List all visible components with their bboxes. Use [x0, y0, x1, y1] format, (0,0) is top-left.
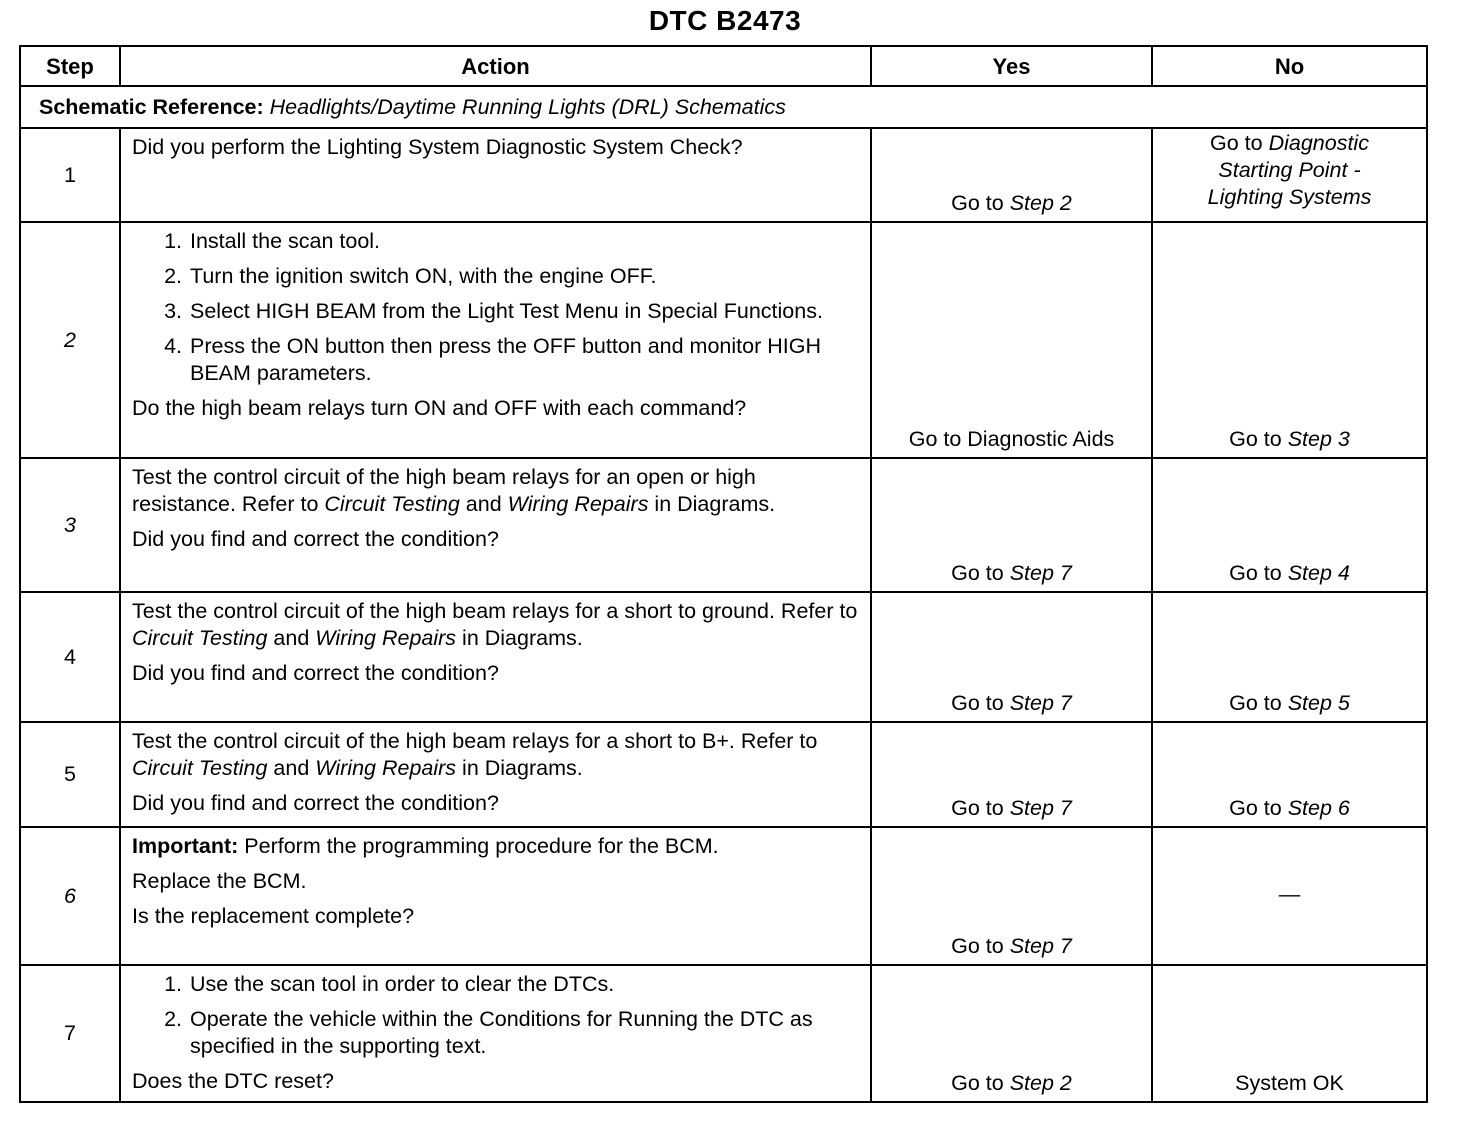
instruction-text: Replace the BCM.: [132, 869, 307, 893]
no-cell: [1152, 222, 1427, 458]
list-item: 2. Turn the ignition switch ON, with the engine OFF.: [188, 263, 860, 290]
yes-step-ref: Step 2: [1009, 1071, 1072, 1095]
table-row-step-5: [20, 722, 1427, 827]
action-cell: [120, 965, 871, 1102]
question-text: Do the high beam relays turn ON and OFF with each command?: [132, 396, 747, 420]
question-text: Is the replacement complete?: [132, 904, 415, 928]
instruction-part: and: [267, 756, 316, 780]
step-number: 4: [20, 592, 120, 722]
reference-wiring-repairs: Wiring Repairs: [507, 492, 649, 516]
table-row-step-4: [20, 592, 1427, 722]
reference-wiring-repairs: Wiring Repairs: [315, 626, 457, 650]
no-cell: [1152, 128, 1427, 222]
yes-cell: [871, 965, 1152, 1102]
important-label: Important:: [132, 834, 239, 858]
step-number: 7: [20, 965, 120, 1102]
instruction-text: [132, 728, 860, 782]
reference-circuit-testing: Circuit Testing: [324, 492, 460, 516]
header-action: Action: [120, 46, 871, 86]
important-note: [132, 833, 860, 860]
yes-text: Go to: [951, 191, 1010, 215]
no-text: Go to: [1229, 691, 1288, 715]
instruction-part: and: [267, 626, 316, 650]
step-number: 6: [20, 827, 120, 965]
important-text: Perform the programming procedure for the BCM.: [238, 834, 719, 858]
no-ref-line-2: Starting Point -: [1218, 158, 1361, 182]
yes-cell: [871, 128, 1152, 222]
document-title: DTC B2473: [648, 5, 802, 36]
yes-cell: [871, 592, 1152, 722]
no-step-ref: Step 6: [1287, 796, 1350, 820]
step-number: 3: [20, 458, 120, 592]
table-row-step-6: [20, 827, 1427, 965]
no-cell: [1152, 722, 1427, 827]
step-number: 5: [20, 722, 120, 827]
no-step-ref: Step 3: [1287, 427, 1350, 451]
procedure-list: [132, 228, 860, 387]
yes-cell: [871, 458, 1152, 592]
reference-circuit-testing: Circuit Testing: [132, 626, 268, 650]
list-item: 4. Press the ON button then press the OFF button and monitor HIGH BEAM parameters.: [188, 333, 860, 387]
diagnostic-table: [19, 45, 1428, 1103]
list-item: 3. Select HIGH BEAM from the Light Test Menu in Special Functions.: [188, 298, 860, 325]
reference-wiring-repairs: Wiring Repairs: [315, 756, 457, 780]
step-number: 2: [20, 222, 120, 458]
list-item: 1. Use the scan tool in order to clear the DTCs.: [188, 971, 860, 998]
no-step-ref: Step 5: [1287, 691, 1350, 715]
question-text: Did you find and correct the condition?: [132, 527, 499, 551]
action-cell: [120, 222, 871, 458]
yes-step-ref: Step 7: [1009, 796, 1072, 820]
question-text: Did you find and correct the condition?: [132, 661, 499, 685]
yes-step-ref: Step 7: [1009, 691, 1072, 715]
yes-cell: Go to Diagnostic Aids: [871, 222, 1152, 458]
no-text: Go to: [1229, 427, 1288, 451]
schematic-reference-row: [20, 86, 1427, 128]
instruction-part: Test the control circuit of the high beam relays for a short to ground. Refer to: [132, 599, 858, 623]
header-no: No: [1152, 46, 1427, 86]
schematic-reference: [20, 86, 1427, 128]
yes-text: Go to: [951, 561, 1010, 585]
header-row: [20, 46, 1427, 86]
schematic-reference-label: Schematic Reference:: [39, 94, 264, 119]
instruction-part: in Diagrams.: [648, 492, 776, 516]
no-ref-line-3: Lighting Systems: [1207, 185, 1372, 209]
yes-cell: [871, 827, 1152, 965]
no-cell: System OK: [1152, 965, 1427, 1102]
yes-text: Go to: [951, 796, 1010, 820]
action-cell: [120, 827, 871, 965]
question-text: Did you find and correct the condition?: [132, 791, 499, 815]
schematic-reference-value: Headlights/Daytime Running Lights (DRL) Schematics: [269, 94, 786, 119]
yes-cell: [871, 722, 1152, 827]
action-cell: [120, 592, 871, 722]
question-text: Did you perform the Lighting System Diagnostic System Check?: [132, 135, 743, 159]
header-yes: Yes: [871, 46, 1152, 86]
table-row-step-7: [20, 965, 1427, 1102]
list-item: 1. Install the scan tool.: [188, 228, 860, 255]
no-cell: —: [1152, 827, 1427, 965]
no-text: Go to: [1210, 131, 1269, 155]
yes-step-ref: Step 7: [1009, 934, 1072, 958]
no-text: Go to: [1229, 561, 1288, 585]
instruction-part: and: [459, 492, 508, 516]
yes-text: Go to: [951, 691, 1010, 715]
instruction-part: in Diagrams.: [456, 756, 583, 780]
action-cell: [120, 722, 871, 827]
question-text: Does the DTC reset?: [132, 1069, 334, 1093]
action-cell: [120, 458, 871, 592]
no-cell: [1152, 592, 1427, 722]
instruction-text: [132, 598, 860, 652]
table-row-step-2: [20, 222, 1427, 458]
reference-circuit-testing: Circuit Testing: [132, 756, 268, 780]
yes-text: Go to: [951, 1071, 1010, 1095]
yes-step-ref: Step 2: [1009, 191, 1072, 215]
no-text: Go to: [1229, 796, 1288, 820]
table-row-step-1: [20, 128, 1427, 222]
action-cell: [120, 128, 871, 222]
list-item: 2. Operate the vehicle within the Conditions for Running the DTC as specified in the supporting text.: [188, 1006, 860, 1060]
instruction-text: [132, 464, 860, 518]
header-step: Step: [20, 46, 120, 86]
table-row-step-3: [20, 458, 1427, 592]
step-number: 1: [20, 128, 120, 222]
yes-text: Go to: [951, 934, 1010, 958]
instruction-part: Test the control circuit of the high beam relays for an open or high resistance. Refer to: [132, 465, 756, 516]
no-cell: [1152, 458, 1427, 592]
no-step-ref: Step 4: [1287, 561, 1350, 585]
yes-step-ref: Step 7: [1009, 561, 1072, 585]
instruction-part: Test the control circuit of the high beam relays for a short to B+. Refer to: [132, 729, 818, 753]
instruction-part: in Diagrams.: [456, 626, 583, 650]
no-ref-line-1: Diagnostic: [1268, 131, 1369, 155]
procedure-list: [132, 971, 860, 1060]
